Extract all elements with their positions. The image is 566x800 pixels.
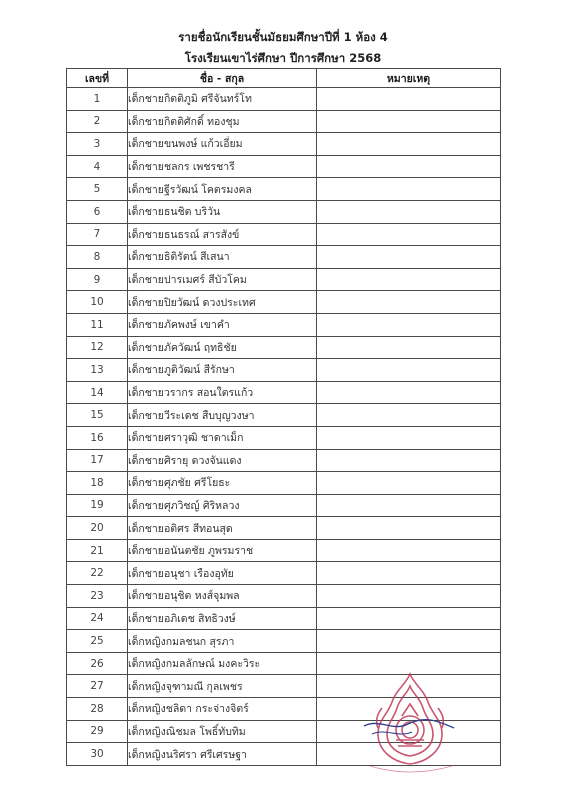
table-row bbox=[67, 562, 501, 585]
row-number: 4 bbox=[67, 155, 128, 178]
student-name: เด็กหญิงกมลชนก สุรภา bbox=[128, 630, 317, 653]
row-number: 29 bbox=[67, 720, 128, 743]
table-row bbox=[67, 246, 501, 269]
row-number: 28 bbox=[67, 698, 128, 721]
column-header-name: ชื่อ - สกุล bbox=[128, 69, 317, 88]
row-number: 27 bbox=[67, 675, 128, 698]
student-name: เด็กชายกิตติภูมิ ศรีจันทร์โท bbox=[128, 88, 317, 111]
student-name: เด็กชายภัควัฒน์ ฤทธิชัย bbox=[128, 336, 317, 359]
row-note bbox=[317, 133, 501, 156]
column-header-number: เลขที่ bbox=[67, 69, 128, 88]
student-name: เด็กชายศุภวิชญ์ ศิริหลวง bbox=[128, 494, 317, 517]
row-note bbox=[317, 472, 501, 495]
row-number: 2 bbox=[67, 110, 128, 133]
student-name: เด็กหญิงจุฑามณี กุลเพชร bbox=[128, 675, 317, 698]
student-name: เด็กชายวีระเดช สืบบุญวงษา bbox=[128, 404, 317, 427]
student-name: เด็กชายชลกร เพชรชารี bbox=[128, 155, 317, 178]
row-number: 23 bbox=[67, 585, 128, 608]
table-header-row bbox=[67, 69, 501, 88]
row-note bbox=[317, 178, 501, 201]
row-number: 30 bbox=[67, 743, 128, 766]
row-note bbox=[317, 268, 501, 291]
row-note bbox=[317, 562, 501, 585]
student-name: เด็กชายฐีรวัฒน์ โคตรมงคล bbox=[128, 178, 317, 201]
row-number: 6 bbox=[67, 200, 128, 223]
student-name: เด็กหญิงณิชมล โพธิ์ทับทิม bbox=[128, 720, 317, 743]
student-name: เด็กชายธนธรณ์ สารสังข์ bbox=[128, 223, 317, 246]
student-name: เด็กชายศุภชัย ศรีโยธะ bbox=[128, 472, 317, 495]
row-number: 11 bbox=[67, 313, 128, 336]
student-name: เด็กชายอภิเดช สิทธิวงษ์ bbox=[128, 607, 317, 630]
row-note bbox=[317, 200, 501, 223]
table-row bbox=[67, 607, 501, 630]
student-name: เด็กหญิงชลิดา กระจ่างจิตร์ bbox=[128, 698, 317, 721]
student-roster-table bbox=[66, 68, 501, 766]
row-note bbox=[317, 494, 501, 517]
table-row bbox=[67, 404, 501, 427]
row-note bbox=[317, 313, 501, 336]
row-number: 17 bbox=[67, 449, 128, 472]
row-number: 15 bbox=[67, 404, 128, 427]
student-name: เด็กชายอนันตชัย ภูพรมราช bbox=[128, 539, 317, 562]
document-title: รายชื่อนักเรียนชั้นมัธยมศึกษาปีที่ 1 ห้อง 4 bbox=[178, 30, 388, 44]
row-number: 25 bbox=[67, 630, 128, 653]
row-note bbox=[317, 246, 501, 269]
table-row bbox=[67, 200, 501, 223]
row-number: 9 bbox=[67, 268, 128, 291]
row-number: 5 bbox=[67, 178, 128, 201]
row-number: 26 bbox=[67, 652, 128, 675]
table-row bbox=[67, 133, 501, 156]
student-name: เด็กชายปิยวัฒน์ ดวงประเทศ bbox=[128, 291, 317, 314]
table-row bbox=[67, 110, 501, 133]
row-note bbox=[317, 426, 501, 449]
row-number: 13 bbox=[67, 359, 128, 382]
row-number: 24 bbox=[67, 607, 128, 630]
row-note bbox=[317, 630, 501, 653]
table-row bbox=[67, 178, 501, 201]
row-number: 3 bbox=[67, 133, 128, 156]
table-row bbox=[67, 449, 501, 472]
student-name: เด็กหญิงนริศรา ศรีเศรษฐา bbox=[128, 743, 317, 766]
student-name: เด็กชายปารเมศร์ สีบัวโคม bbox=[128, 268, 317, 291]
table-row bbox=[67, 630, 501, 653]
row-note bbox=[317, 88, 501, 111]
row-note bbox=[317, 585, 501, 608]
table-row bbox=[67, 313, 501, 336]
row-number: 20 bbox=[67, 517, 128, 540]
student-name: เด็กชายภูติวัฒน์ สีรักษา bbox=[128, 359, 317, 382]
row-note bbox=[317, 539, 501, 562]
column-header-note: หมายเหตุ bbox=[317, 69, 501, 88]
student-name: เด็กชายธนชิต บริวัน bbox=[128, 200, 317, 223]
table-row bbox=[67, 268, 501, 291]
table-row bbox=[67, 517, 501, 540]
student-name: เด็กหญิงกมลลักษณ์ มงคะวิระ bbox=[128, 652, 317, 675]
student-name: เด็กชายภัคพงษ์ เขาคำ bbox=[128, 313, 317, 336]
school-subtitle: โรงเรียนเขาไร่ศึกษา ปีการศึกษา 2568 bbox=[184, 51, 382, 65]
table-row bbox=[67, 336, 501, 359]
row-note bbox=[317, 449, 501, 472]
row-note bbox=[317, 336, 501, 359]
row-note bbox=[317, 155, 501, 178]
table-row bbox=[67, 155, 501, 178]
table-row bbox=[67, 494, 501, 517]
table-row bbox=[67, 381, 501, 404]
row-number: 10 bbox=[67, 291, 128, 314]
row-note bbox=[317, 110, 501, 133]
table-row bbox=[67, 426, 501, 449]
row-note bbox=[317, 607, 501, 630]
student-name: เด็กชายอติศร สีทอนสุด bbox=[128, 517, 317, 540]
row-note bbox=[317, 291, 501, 314]
row-number: 22 bbox=[67, 562, 128, 585]
row-number: 19 bbox=[67, 494, 128, 517]
row-note bbox=[317, 517, 501, 540]
table-row bbox=[67, 223, 501, 246]
table-row bbox=[67, 291, 501, 314]
row-number: 14 bbox=[67, 381, 128, 404]
table-row bbox=[67, 472, 501, 495]
student-name: เด็กชายวรากร สอนใตรแก้ว bbox=[128, 381, 317, 404]
row-number: 21 bbox=[67, 539, 128, 562]
row-number: 1 bbox=[67, 88, 128, 111]
row-number: 12 bbox=[67, 336, 128, 359]
row-note bbox=[317, 381, 501, 404]
row-number: 7 bbox=[67, 223, 128, 246]
row-number: 18 bbox=[67, 472, 128, 495]
row-number: 16 bbox=[67, 426, 128, 449]
student-name: เด็กชายศิรายุ ดวงจันแดง bbox=[128, 449, 317, 472]
table-body bbox=[67, 88, 501, 766]
student-name: เด็กชายศราวุฒิ ชาดาเม็ก bbox=[128, 426, 317, 449]
school-seal-stamp bbox=[362, 668, 458, 780]
table-row bbox=[67, 585, 501, 608]
student-name: เด็กชายธิติรัตน์ สีเสนา bbox=[128, 246, 317, 269]
row-number: 8 bbox=[67, 246, 128, 269]
student-name: เด็กชายอนุชา เรืองอุทัย bbox=[128, 562, 317, 585]
table-row bbox=[67, 88, 501, 111]
row-note bbox=[317, 359, 501, 382]
row-note bbox=[317, 223, 501, 246]
student-name: เด็กชายอนุชิต หงส์จุมพล bbox=[128, 585, 317, 608]
table-row bbox=[67, 539, 501, 562]
student-name: เด็กชายกิตติศักดิ์ ทองชุม bbox=[128, 110, 317, 133]
row-note bbox=[317, 404, 501, 427]
student-name: เด็กชายขนพงษ์ แก้วเอี่ยม bbox=[128, 133, 317, 156]
table-row bbox=[67, 359, 501, 382]
